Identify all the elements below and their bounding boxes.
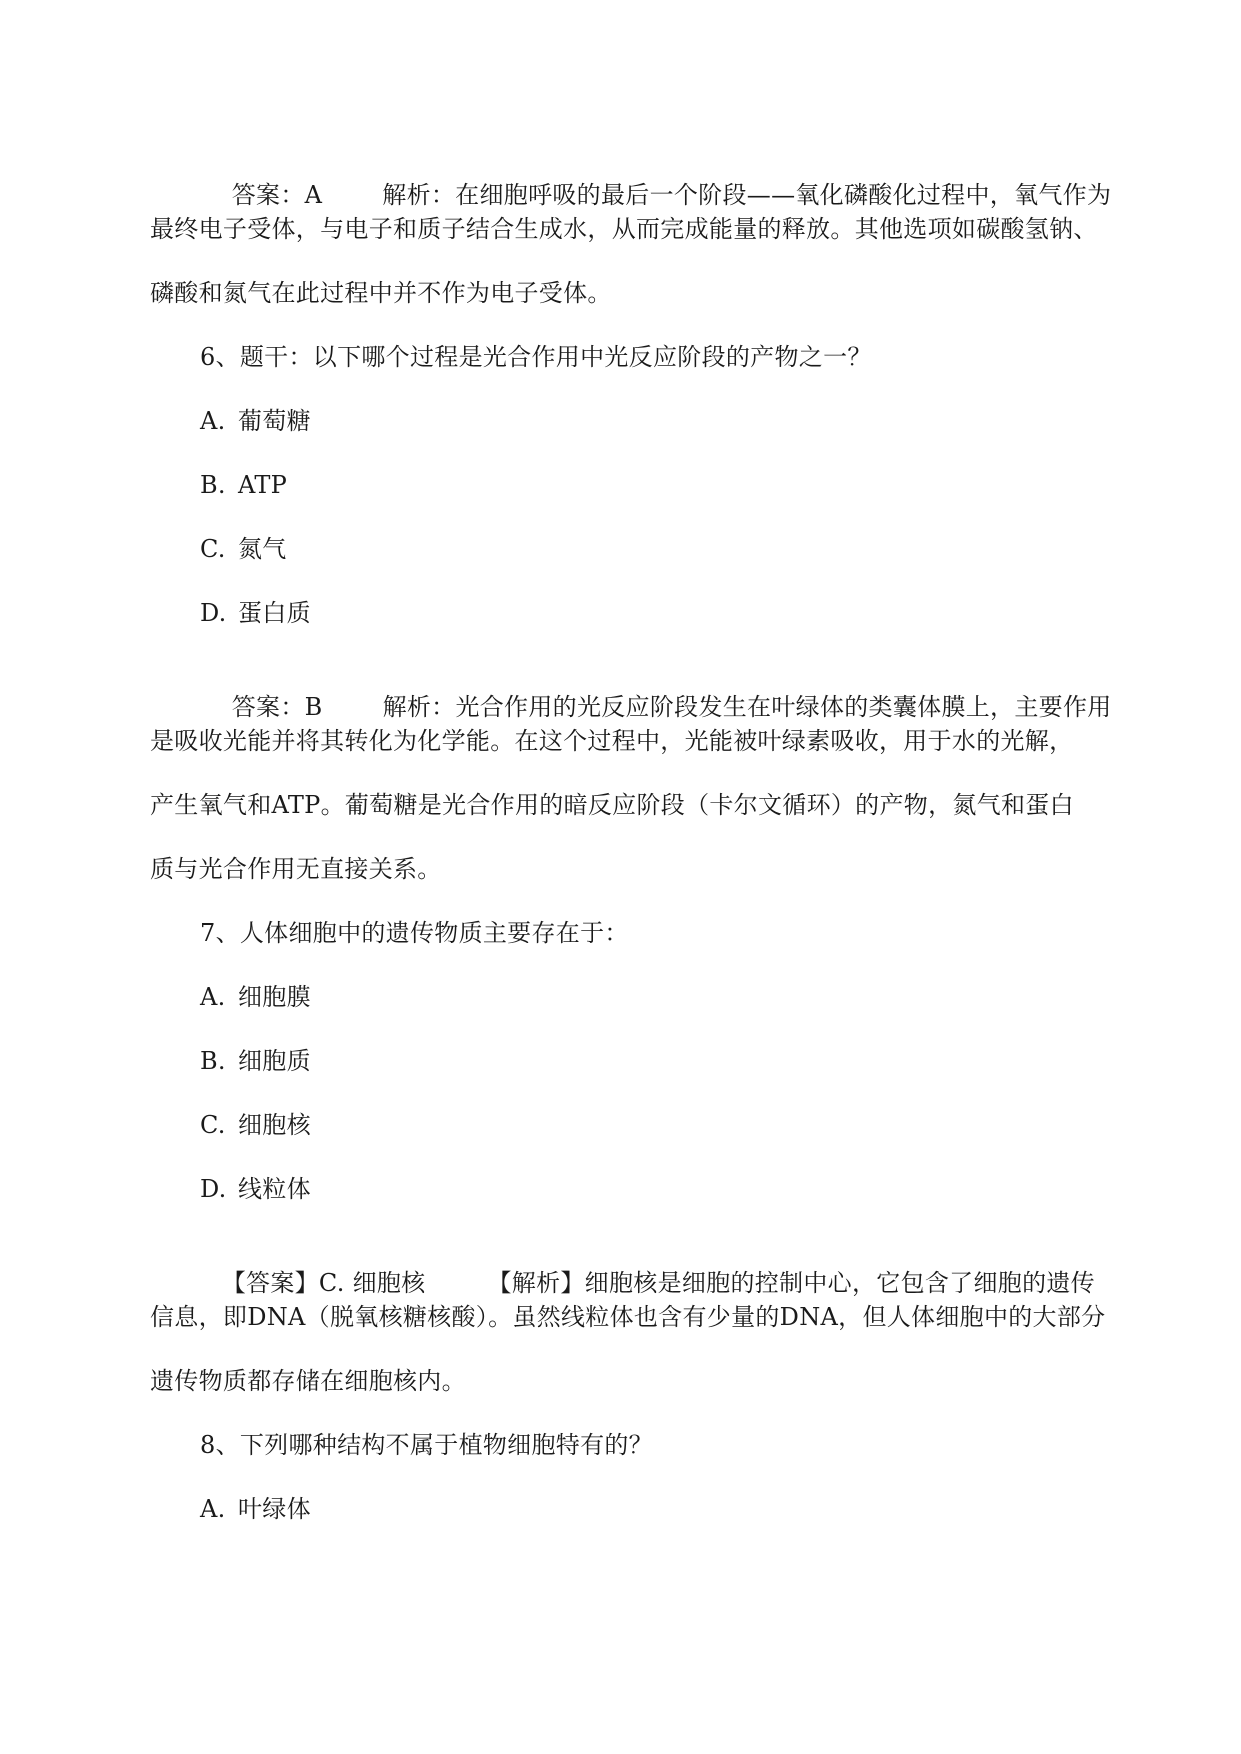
q7-option-b-letter: B. <box>200 1047 226 1075</box>
q6-option-a <box>200 406 311 436</box>
q7-analysis-line-3: 遗传物质都存储在细胞核内。 <box>150 1367 466 1395</box>
q6-option-c <box>200 534 287 564</box>
q5-analysis-line-1: 解析：在细胞呼吸的最后一个阶段——氧化磷酸化过程中，氧气作为 <box>382 181 1112 209</box>
q6-analysis-line-1: 解析：光合作用的光反应阶段发生在叶绿体的类囊体膜上，主要作用 <box>382 693 1112 721</box>
q7-stem: 7、人体细胞中的遗传物质主要存在于： <box>200 919 629 947</box>
q7-analysis-line-2: 信息，即DNA（脱氧核糖核酸）。虽然线粒体也含有少量的DNA，但人体细胞中的大部分 <box>150 1303 1106 1331</box>
q7-analysis-line-1: 【解析】细胞核是细胞的控制中心，它包含了细胞的遗传 <box>487 1269 1095 1297</box>
q7-option-a <box>200 982 311 1012</box>
q6-option-b-letter: B. <box>200 471 226 499</box>
q6-answer-label: 答案：B <box>231 693 323 721</box>
q6-option-d-text: 蛋白质 <box>238 599 311 627</box>
q6-option-c-text: 氮气 <box>238 535 287 563</box>
q7-option-c <box>200 1110 311 1140</box>
q6-stem: 6、题干：以下哪个过程是光合作用中光反应阶段的产物之一？ <box>200 343 872 371</box>
q8-option-a <box>200 1494 311 1524</box>
q8-stem: 8、下列哪种结构不属于植物细胞特有的？ <box>200 1431 653 1459</box>
q7-option-b <box>200 1046 311 1076</box>
q5-answer-label: 答案：A <box>231 181 323 209</box>
q6-option-b-text: ATP <box>238 471 288 499</box>
q6-analysis-line-3: 产生氧气和ATP。葡萄糖是光合作用的暗反应阶段（卡尔文循环）的产物，氮气和蛋白 <box>150 791 1074 819</box>
q6-analysis-line-4: 质与光合作用无直接关系。 <box>150 855 442 883</box>
q6-option-b <box>200 470 287 500</box>
q7-option-d <box>200 1174 311 1204</box>
q8-option-a-text: 叶绿体 <box>238 1495 311 1523</box>
q7-answer-label: 【答案】C. 细胞核 <box>221 1269 426 1297</box>
q7-option-d-text: 线粒体 <box>238 1175 311 1203</box>
q7-option-b-text: 细胞质 <box>238 1047 311 1075</box>
q6-analysis-line-2: 是吸收光能并将其转化为化学能。在这个过程中，光能被叶绿素吸收，用于水的光解， <box>150 727 1074 755</box>
q6-option-d <box>200 598 311 628</box>
q6-option-d-letter: D. <box>200 599 227 627</box>
q5-analysis-line-2: 最终电子受体，与电子和质子结合生成水，从而完成能量的释放。其他选项如碳酸氢钠、 <box>150 215 1098 243</box>
q6-option-a-text: 葡萄糖 <box>238 407 311 435</box>
q6-option-c-letter: C. <box>200 535 226 563</box>
q8-option-a-letter: A. <box>200 1495 226 1523</box>
q6-option-a-letter: A. <box>200 407 226 435</box>
q7-option-a-letter: A. <box>200 983 226 1011</box>
q7-option-c-letter: C. <box>200 1111 226 1139</box>
q5-analysis-line-3: 磷酸和氮气在此过程中并不作为电子受体。 <box>150 279 612 307</box>
q7-option-a-text: 细胞膜 <box>238 983 311 1011</box>
q7-option-d-letter: D. <box>200 1175 227 1203</box>
q7-option-c-text: 细胞核 <box>238 1111 311 1139</box>
